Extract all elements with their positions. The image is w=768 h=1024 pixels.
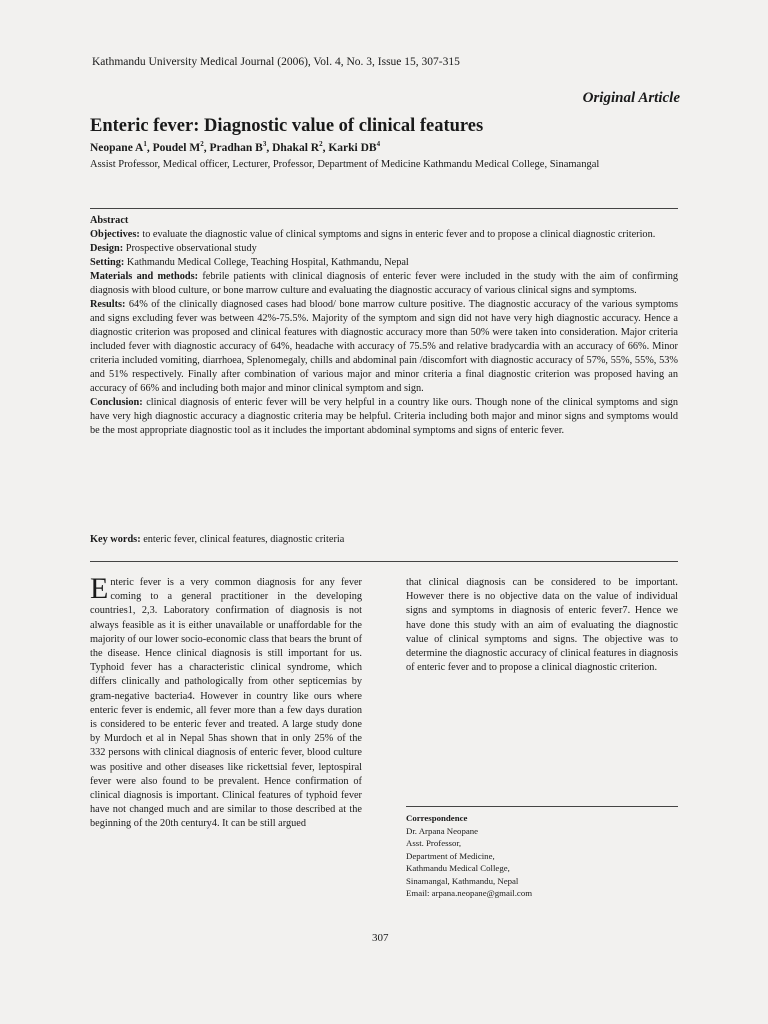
- results-label: Results:: [90, 299, 126, 310]
- correspondence-line: Department of Medicine,: [406, 850, 495, 861]
- article-type-label: Original Article: [582, 90, 680, 106]
- objectives-label: Objectives:: [90, 229, 140, 240]
- setting-label: Setting:: [90, 257, 125, 268]
- design-label: Design:: [90, 243, 124, 254]
- conclusion-label: Conclusion:: [90, 397, 143, 408]
- author-affiliation-mark: 3: [262, 140, 267, 149]
- journal-citation: Kathmandu University Medical Journal (2006), Vol. 4, No. 3, Issue 15, 307-315: [92, 56, 460, 68]
- section-divider: [90, 561, 678, 562]
- author-list: Neopane $A^1$, Poudel $M^2$, Pradhan $B^3$, Dhakal $R^2$, Karki $DB^4$: [90, 140, 381, 154]
- body-column-right: [406, 576, 678, 675]
- body-column-left: [90, 572, 362, 832]
- keywords-text: enteric fever, clinical features, diagnostic criteria: [143, 534, 345, 545]
- conclusion-text: clinical diagnosis of enteric fever will be very helpful in a country like ours. Though none of the clinical symptoms and sign have very high diagnostic accuracy a diagnostic criteria may be helpful. Criteria including both major and minor signs and symptoms would be the most appropriate diagnostic tool as it includes the important abdominal symptoms and signs of enteric fever.: [90, 397, 679, 436]
- article-title: Enteric fever: Diagnostic value of clinical features: [90, 116, 484, 136]
- setting-text: Kathmandu Medical College, Teaching Hospital, Kathmandu, Nepal: [126, 257, 409, 268]
- methods-text: febrile patients with clinical diagnosis of enteric fever were included in the study with the aim of confirming diagnosis with blood culture, or bone marrow culture and evaluating the diagnostic accuracy of various clinical signs and symptoms.: [90, 271, 678, 296]
- author-name: Poudel M: [152, 142, 201, 154]
- correspondence-line: Dr. Arpana Neopane: [406, 825, 479, 836]
- author-name: Neopane A: [90, 142, 144, 154]
- author-name: Karki DB: [328, 142, 377, 154]
- design-text: Prospective observational study: [125, 243, 257, 254]
- correspondence-block: [406, 812, 678, 900]
- author-affiliation-mark: 2: [200, 140, 204, 149]
- body-text-right: that clinical diagnosis can be considered to be important. However there is no objective data on the value of individual signs and symptoms in diagnosis of enteric fever7. Hence we have done this study with an aim of evaluating the diagnostic value of clinical symptoms and signs. The objective was to determine the diagnostic accuracy of clinical features in diagnosis of enteric fever and to propose a clinical diagnostic criterion.: [406, 577, 678, 674]
- body-text-left: nteric fever is a very common diagnosis for any fever coming to a general practitioner in the developing countries1, 2,3. Laboratory confirmation of diagnosis is not always feasible as it is either unavailable or unaffordable for the majority of our lower socio-economic class that bears the brunt of the disease. Hence clinical diagnosis is still important for us. Typhoid fever has a characteristic clinical syndrome, which differs clinically and pathologically from other septicemias by gram-negative bacteria4. However in country like ours where enteric fever is endemic, all fever more than a few days duration is considered to be enteric fever and treated. A large study done by Murdoch et al in Nepal 5has shown that in only 25% of the 332 persons with clinical diagnosis of enteric fever, blood culture was positive and other diseases like rickettsial fever, leptospiral fever were also found to be prevalent. Hence confirmation of clinical diagnosis is important. Clinical features of typhoid fever have not changed much and are similar to those described at the beginning of the 20th century4. It can be still argued: [90, 577, 362, 830]
- correspondence-divider: [406, 806, 678, 807]
- results-text: 64% of the clinically diagnosed cases had blood/ bone marrow culture positive. The diagnostic accuracy of the various symptoms and signs excluding fever was between 42%-75.5%. Majority of the symptom and sign did not have very high diagnostic accuracy. Hence a diagnostic criterion was proposed and clinical features with diagnostic accuracy more than 50% were taken into consideration. Major criteria included fever with diagnostic accuracy of 64%, headache with accuracy of 75.5% and relative bradycardia with an accuracy of 66%. Minor criteria included vomiting, diarrhoea, Splenomegaly, chills and abdominal pain /discomfort with diagnostic accuracy of 57%, 55%, 55%, 53% and 51% respectively. Finally after combination of various major and minor criteria a final diagnostic criterion was proposed having an accuracy of 66% and including both major and minor clinical symptom and sign.: [90, 299, 678, 394]
- affiliations: Assist Professor, Medical officer, Lecturer, Professor, Department of Medicine Kathmandu Medical College, Sinamangal: [90, 159, 600, 170]
- methods-label: Materials and methods:: [90, 271, 199, 282]
- section-divider: [90, 208, 678, 209]
- author-name: Dhakal R: [272, 142, 320, 154]
- correspondence-email: Email: arpana.neopane@gmail.com: [406, 888, 533, 898]
- correspondence-line: Asst. Professor,: [406, 838, 462, 848]
- correspondence-line: Sinamangal, Kathmandu, Nepal: [406, 875, 519, 886]
- author-affiliation-mark: 2: [319, 140, 323, 149]
- correspondence-line: Kathmandu Medical College,: [406, 863, 510, 873]
- author-affiliation-mark: 4: [376, 140, 381, 149]
- objectives-text: to evaluate the diagnostic value of clinical symptoms and signs in enteric fever and to propose a clinical diagnostic criterion.: [142, 229, 656, 240]
- page-number: 307: [372, 932, 389, 944]
- correspondence-label: Correspondence: [406, 813, 468, 823]
- abstract-block: [90, 214, 678, 438]
- abstract-heading: Abstract: [90, 215, 129, 226]
- drop-cap: E: [90, 572, 109, 605]
- keywords-label: Key words:: [90, 534, 141, 545]
- author-affiliation-mark: 1: [143, 140, 147, 149]
- author-name: Pradhan B: [209, 142, 263, 154]
- keywords: [90, 534, 344, 545]
